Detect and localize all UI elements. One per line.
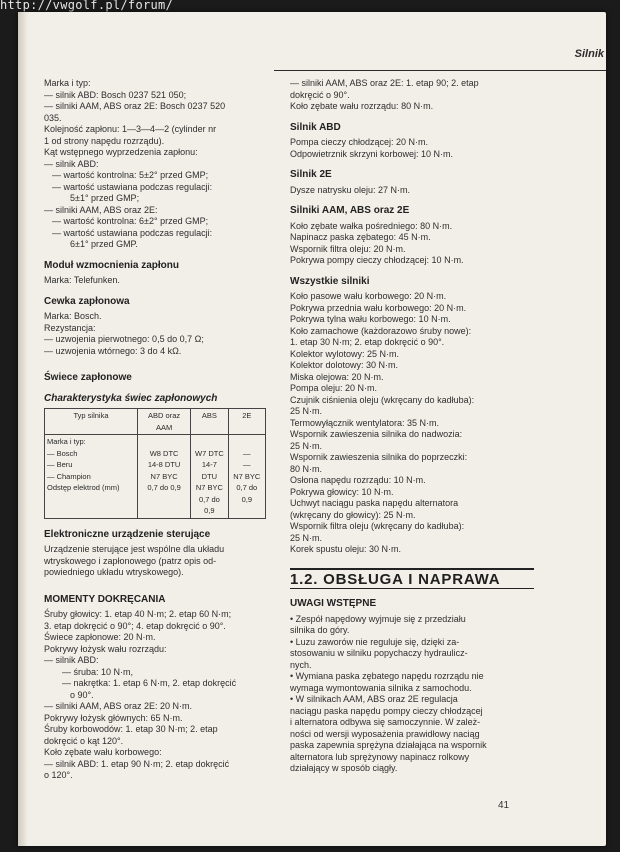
- text-line: Marka: Bosch.: [44, 311, 102, 321]
- section-heading: Moduł wzmocnienia zapłonu: [44, 259, 179, 271]
- spark-plug-table: [44, 408, 266, 519]
- text-line: dokręcić o 90°.: [290, 89, 350, 100]
- text-line: Pompa oleju: 20 N·m.: [290, 383, 378, 393]
- table-cell: W7 DTC 14-7 DTU N7 BYC 0,7 do 0,9: [191, 435, 228, 519]
- text-line: Świece zapłonowe: 20 N·m.: [44, 632, 156, 642]
- text-line: — nakrętka: 1. etap 6 N·m, 2. etap dokręcić: [62, 678, 237, 688]
- section-heading: UWAGI WSTĘPNE: [290, 598, 377, 609]
- text-line: — śruba: 10 N·m,: [62, 666, 134, 677]
- text-line: 25 N·m.: [290, 532, 323, 543]
- text-line: Pokrywa przednia wału korbowego: 20 N·m.: [290, 302, 467, 313]
- section-heading: Silnik 2E: [290, 169, 332, 180]
- text-line: Śruby głowicy: 1. etap 40 N·m; 2. etap 60 N·m;: [44, 609, 232, 619]
- text-line: Marka i typ:: [44, 78, 91, 88]
- text-line: Pokrywa głowicy: 10 N·m.: [290, 486, 394, 497]
- text-line: 80 N·m.: [290, 463, 323, 474]
- text-line: alternatora lub sprężynowy napinacz rolkowy: [290, 751, 470, 762]
- table-header: Typ silnika: [45, 409, 138, 435]
- text-line: — uzwojenia pierwotnego: 0,5 do 0,7 Ω;: [44, 334, 204, 344]
- section-heading: Wszystkie silniki: [290, 275, 370, 287]
- text-line: silnika do góry.: [290, 625, 350, 635]
- text-line: — silnik ABD: Bosch 0237 521 050;: [44, 89, 187, 100]
- text-line: • Luzu zaworów nie reguluje się, dzięki za-: [290, 636, 460, 647]
- text-line: 6±1° przed GMP.: [70, 239, 138, 249]
- text-line: Termowyłącznik wentylatora: 35 N·m.: [290, 417, 440, 428]
- text-line: • Wymiana paska zębatego napędu rozrządu nie: [290, 671, 484, 681]
- text-line: Koło zębate wału korbowego:: [44, 747, 162, 757]
- table-row: [45, 435, 266, 519]
- right-column: [290, 78, 534, 775]
- table-header: 2E: [228, 409, 265, 435]
- text-line: Pompa cieczy chłodzącej: 20 N·m.: [290, 137, 429, 147]
- header-rule: [274, 70, 606, 71]
- text-line: 1 od strony napędu rozrządu).: [44, 135, 165, 146]
- text-line: powiedniego układu wtryskowego).: [44, 567, 184, 577]
- text-line: — uzwojenia wtórnego: 3 do 4 kΩ.: [44, 345, 182, 356]
- text-line: ności od wersji wyposażenia prawidłowy naciąg: [290, 728, 480, 739]
- text-line: Śruby korbowodów: 1. etap 30 N·m; 2. etap: [44, 724, 218, 734]
- text-line: o 120°.: [44, 770, 73, 780]
- text-line: Urządzenie sterujące jest wspólne dla układu: [44, 544, 225, 554]
- text-line: — silniki AAM, ABS oraz 2E:: [44, 204, 158, 215]
- text-line: wymaga wymontowania silnika z samochodu.: [290, 682, 472, 693]
- text-line: nych.: [290, 659, 312, 670]
- watermark-url: http://vwgolf.pl/forum/: [0, 0, 174, 12]
- text-line: Miska olejowa: 20 N·m.: [290, 371, 384, 382]
- section-heading: Cewka zapłonowa: [44, 295, 130, 307]
- text-line: Odpowietrznik skrzyni korbowej: 10 N·m.: [290, 148, 454, 159]
- page-number: 41: [498, 800, 510, 811]
- text-line: 1. etap 30 N·m; 2. etap dokręcić o 90°.: [290, 337, 445, 347]
- text-line: Wspornik zawieszenia silnika do poprzeczki:: [290, 452, 468, 462]
- text-line: Koło zębate wałka pośredniego: 80 N·m.: [290, 220, 453, 231]
- text-line: — silnik ABD: 1. etap 90 N·m; 2. etap dokręcić: [44, 758, 230, 769]
- ignition-intro: [44, 78, 266, 251]
- table-cell: — — N7 BYC 0,7 do 0,9: [228, 435, 265, 519]
- text-line: Kąt wstępnego wyprzedzenia zapłonu:: [44, 147, 198, 157]
- text-line: 035.: [44, 112, 62, 123]
- text-line: — silniki AAM, ABS oraz 2E: 20 N·m.: [44, 701, 193, 711]
- text-line: Kolektor dolotowy: 30 N·m.: [290, 360, 399, 370]
- text-line: — silniki AAM, ABS oraz 2E: Bosch 0237 520: [44, 101, 226, 111]
- text-line: — wartość kontrolna: 5±2° przed GMP;: [52, 170, 209, 180]
- section-heading: Silniki AAM, ABS oraz 2E: [290, 205, 410, 216]
- text-line: (wkręcany do głowicy): 25 N·m.: [290, 509, 416, 520]
- text-line: — silnik ABD:: [44, 655, 99, 665]
- text-line: Pokrywa tylna wału korbowego: 10 N·m.: [290, 314, 451, 324]
- table-header: ABD oraz AAM: [138, 409, 191, 435]
- page-spine-shadow: [18, 12, 28, 846]
- text-line: działający w sposób ciągły.: [290, 763, 398, 773]
- section-heading: MOMENTY DOKRĘCANIA: [44, 593, 166, 605]
- text-line: Wspornik filtra oleju (wkręcany do kadłuba):: [290, 521, 465, 531]
- text-line: Pokrywy łożysk wału rozrządu:: [44, 643, 167, 654]
- table-header: ABS: [191, 409, 228, 435]
- text-line: Czujnik ciśnienia oleju (wkręcany do kadłuba):: [290, 394, 475, 405]
- text-line: Wspornik zawieszenia silnika do nadwozia:: [290, 429, 463, 439]
- text-line: Napinacz paska zębatego: 45 N·m.: [290, 232, 431, 242]
- text-line: Koło zębate wału rozrządu: 80 N·m.: [290, 101, 434, 111]
- text-line: • Zespół napędowy wyjmuje się z przedziału: [290, 613, 466, 624]
- text-line: — silniki AAM, ABS oraz 2E: 1. etap 90; 2. etap: [290, 78, 479, 88]
- section-heading: Silnik ABD: [290, 121, 341, 133]
- section-heading: Elektroniczne urządzenie sterujące: [44, 528, 211, 540]
- text-line: — wartość ustawiana podczas regulacji:: [52, 227, 213, 238]
- text-line: 5±1° przed GMP;: [70, 193, 140, 203]
- text-line: Dysze natrysku oleju: 27 N·m.: [290, 184, 411, 195]
- text-line: stosowaniu w silniku popychaczy hydraulicz-: [290, 648, 468, 658]
- running-header: Silnik: [574, 48, 604, 60]
- subsection-heading: Charakterystyka świec zapłonowych: [44, 392, 218, 404]
- left-column: [44, 78, 266, 782]
- table-cell: W8 DTC 14-8 DTU N7 BYC 0,7 do 0,9: [138, 435, 191, 519]
- text-line: Wspornik filtra oleju: 20 N·m.: [290, 243, 406, 254]
- text-line: Pokrywy łożysk głównych: 65 N·m.: [44, 712, 183, 723]
- chapter-heading: 1.2. OBSŁUGA I NAPRAWA: [290, 568, 534, 590]
- text-line: naciągu paska napędu pompy cieczy chłodzącej: [290, 705, 483, 716]
- text-line: Koło pasowe wału korbowego: 20 N·m.: [290, 291, 447, 301]
- text-line: Uchwyt naciągu paska napędu alternatora: [290, 498, 459, 508]
- text-line: Osłona napędu rozrządu: 10 N·m.: [290, 475, 426, 485]
- text-line: • W silnikach AAM, ABS oraz 2E regulacja: [290, 694, 458, 704]
- text-line: Korek spustu oleju: 30 N·m.: [290, 544, 402, 554]
- text-line: Marka: Telefunken.: [44, 275, 120, 285]
- section-heading: Świece zapłonowe: [44, 372, 132, 383]
- text-line: Kolejność zapłonu: 1—3—4—2 (cylinder nr: [44, 124, 217, 134]
- table-cell: Marka i typ: — Bosch — Beru — Champion Odstęp elektrod (mm): [45, 435, 138, 519]
- text-line: dokręcić o kąt 120°.: [44, 735, 124, 746]
- text-line: Pokrywa pompy cieczy chłodzącej: 10 N·m.: [290, 255, 464, 265]
- text-line: Rezystancja:: [44, 322, 96, 333]
- text-line: Kolektor wylotowy: 25 N·m.: [290, 348, 400, 359]
- text-line: 25 N·m.: [290, 440, 323, 451]
- text-line: 3. etap dokręcić o 90°; 4. etap dokręcić o 90°.: [44, 620, 226, 631]
- text-line: i alternatora odbywa się samoczynnie. W zależ-: [290, 717, 481, 727]
- text-line: paska zapewnia sprężyna działająca na wspornik: [290, 740, 487, 750]
- text-line: Koło zamachowe (każdorazowo śruby nowe):: [290, 325, 472, 336]
- text-line: o 90°.: [70, 689, 94, 700]
- text-line: — silnik ABD:: [44, 158, 99, 169]
- text-line: — wartość ustawiana podczas regulacji:: [52, 181, 213, 192]
- text-line: 25 N·m.: [290, 406, 323, 416]
- text-line: wtryskowego i zapłonowego (patrz opis od-: [44, 555, 217, 566]
- text-line: — wartość kontrolna: 6±2° przed GMP;: [52, 216, 209, 226]
